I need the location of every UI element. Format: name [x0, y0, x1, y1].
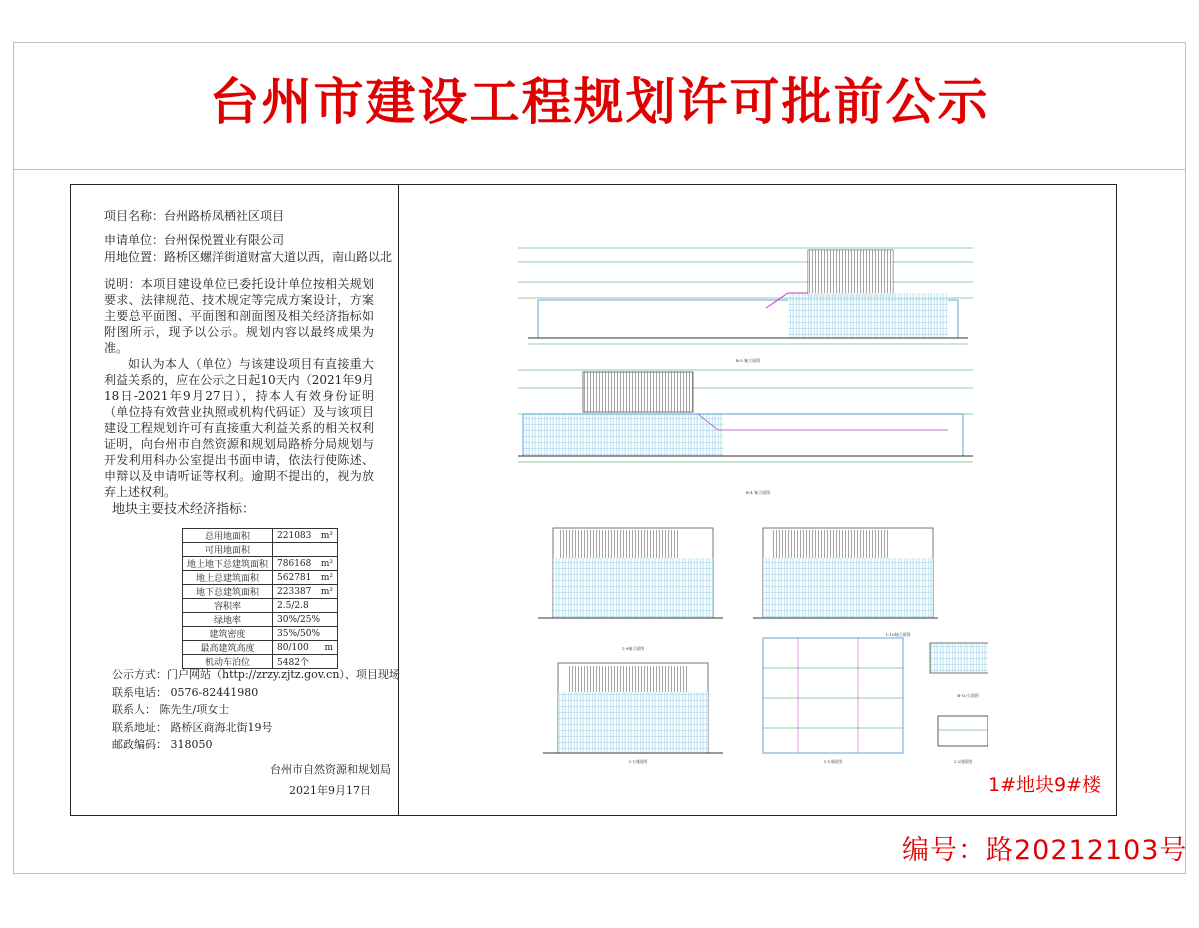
indicator-value: [273, 641, 338, 655]
caption-b10: B-10立面图: [957, 693, 979, 698]
notice-title: 台州市建设工程规划许可批前公示: [209, 73, 990, 131]
indicator-number: 2.5/2.8: [277, 600, 309, 611]
indicator-label: 绿地率: [183, 613, 273, 627]
description: [104, 276, 374, 500]
indicator-number: 223387: [277, 586, 312, 597]
indicator-label: 地下总建筑面积: [183, 585, 273, 599]
elevation-b5: [518, 248, 973, 363]
indicator-number: 221083: [277, 530, 312, 541]
elevation-drawings: [508, 238, 988, 768]
indicator-unit: m²: [320, 572, 334, 583]
serial-number: 编号：路20212103号: [902, 835, 1188, 866]
description-paragraph-2: 如认为本人（单位）与该建设项目有直接重大利益关系的，应在公示之日起10天内（2021年9月18日-2021年9月27日），持本人有效身份证明（单位持有效营业执照或机构代码证）及与该项目建设工程规划许可有直接重大利益关系的相关权利证明，向台州市自然资源和规划局路桥分局规划与开发利用科办公室提出书面申请，依法行使陈述、申辩以及申请听证等权利。逾期不提出的，视为放弃上述权利。: [104, 357, 374, 499]
indicator-row: [183, 599, 338, 613]
indicator-label: 机动车泊位: [183, 655, 273, 669]
contact-phone: 联系电话： 0576-82441980: [112, 686, 259, 699]
indicator-value: [273, 585, 338, 599]
indicator-row: [183, 613, 338, 627]
indicator-number: 5482个: [277, 658, 309, 668]
indicator-value: [273, 529, 338, 543]
indicator-label: 总用地面积: [183, 529, 273, 543]
indicator-value: [273, 627, 338, 641]
indicator-value: [273, 613, 338, 627]
indicator-value: [273, 557, 338, 571]
indicator-unit: m: [324, 642, 334, 653]
postcode: 邮政编码： 318050: [112, 738, 213, 751]
caption-b4: B-4 轴立面图: [745, 490, 771, 495]
caption-1-9: 1-9轴立面图: [621, 646, 645, 651]
indicator-label: 最高建筑高度: [183, 641, 273, 655]
caption-1-10: 1-10轴立面图: [885, 632, 911, 637]
indicator-value: [273, 599, 338, 613]
indicator-row: [183, 627, 338, 641]
section-1-1: [763, 638, 903, 764]
indicators-table: [182, 528, 338, 669]
indicator-row: [183, 557, 338, 571]
lot-label: 1#地块9#楼: [988, 774, 1102, 796]
location: 用地位置：路桥区螺洋街道财富大道以西，南山路以北: [104, 250, 393, 264]
indicator-label: 容积率: [183, 599, 273, 613]
indicators-title: 地块主要技术经济指标：: [112, 502, 256, 517]
indicator-number: 35%/50%: [277, 628, 321, 639]
section-2-2: [938, 716, 988, 764]
panel-divider: [398, 184, 399, 816]
elevation-b4: [518, 370, 973, 495]
indicator-label: 地上地下总建筑面积: [183, 557, 273, 571]
indicator-number: 562781: [277, 572, 312, 583]
caption-section-a: 1-1剖面图: [628, 759, 648, 764]
project-name: 项目名称：台州路桥凤栖社区项目: [104, 209, 285, 223]
indicator-value: [273, 571, 338, 585]
caption-b5: B-5 轴立面图: [735, 358, 761, 363]
description-paragraph-1: 说明：本项目建设单位已委托设计单位按相关规划要求、法律规范、技术规定等完成方案设计，方案主要总平面图、平面图和剖面图及相关经济指标如附图所示，现予以公示。规划内容以最终成果为准。: [104, 277, 374, 355]
indicator-unit: m²: [320, 558, 334, 569]
indicator-row: [183, 543, 338, 557]
indicator-row: [183, 585, 338, 599]
indicator-label: 地上总建筑面积: [183, 571, 273, 585]
signature-date: 2021年9月17日: [289, 784, 371, 797]
caption-section-2-2: 2-2剖面图: [953, 759, 973, 764]
elevation-bottom: [543, 663, 723, 764]
caption-section-b: 1-1剖面图: [823, 759, 843, 764]
publish-method: 公示方式：门户网站（http://zrzy.zjtz.gov.cn）、项目现场: [112, 668, 400, 681]
indicator-label: 可用地面积: [183, 543, 273, 557]
indicator-unit: m²: [320, 530, 334, 541]
indicator-unit: m²: [320, 586, 334, 597]
contact-person: 联系人： 陈先生/项女士: [112, 703, 230, 716]
indicator-number: 786168: [277, 558, 312, 569]
indicator-number: 30%/25%: [277, 614, 321, 625]
indicator-row: [183, 571, 338, 585]
indicator-value: [273, 543, 338, 557]
elevation-b10: [930, 643, 988, 698]
indicator-label: 建筑密度: [183, 627, 273, 641]
indicator-row: [183, 529, 338, 543]
elevation-1-9: [538, 528, 723, 651]
contact-address: 联系地址： 路桥区商海北街19号: [112, 721, 273, 734]
indicator-number: 80/100: [277, 642, 309, 653]
elevation-1-10: [753, 528, 938, 637]
applicant: 申请单位：台州保悦置业有限公司: [104, 233, 285, 247]
signature-org: 台州市自然资源和规划局: [270, 763, 391, 776]
indicator-row: [183, 641, 338, 655]
title-divider: [13, 169, 1186, 170]
